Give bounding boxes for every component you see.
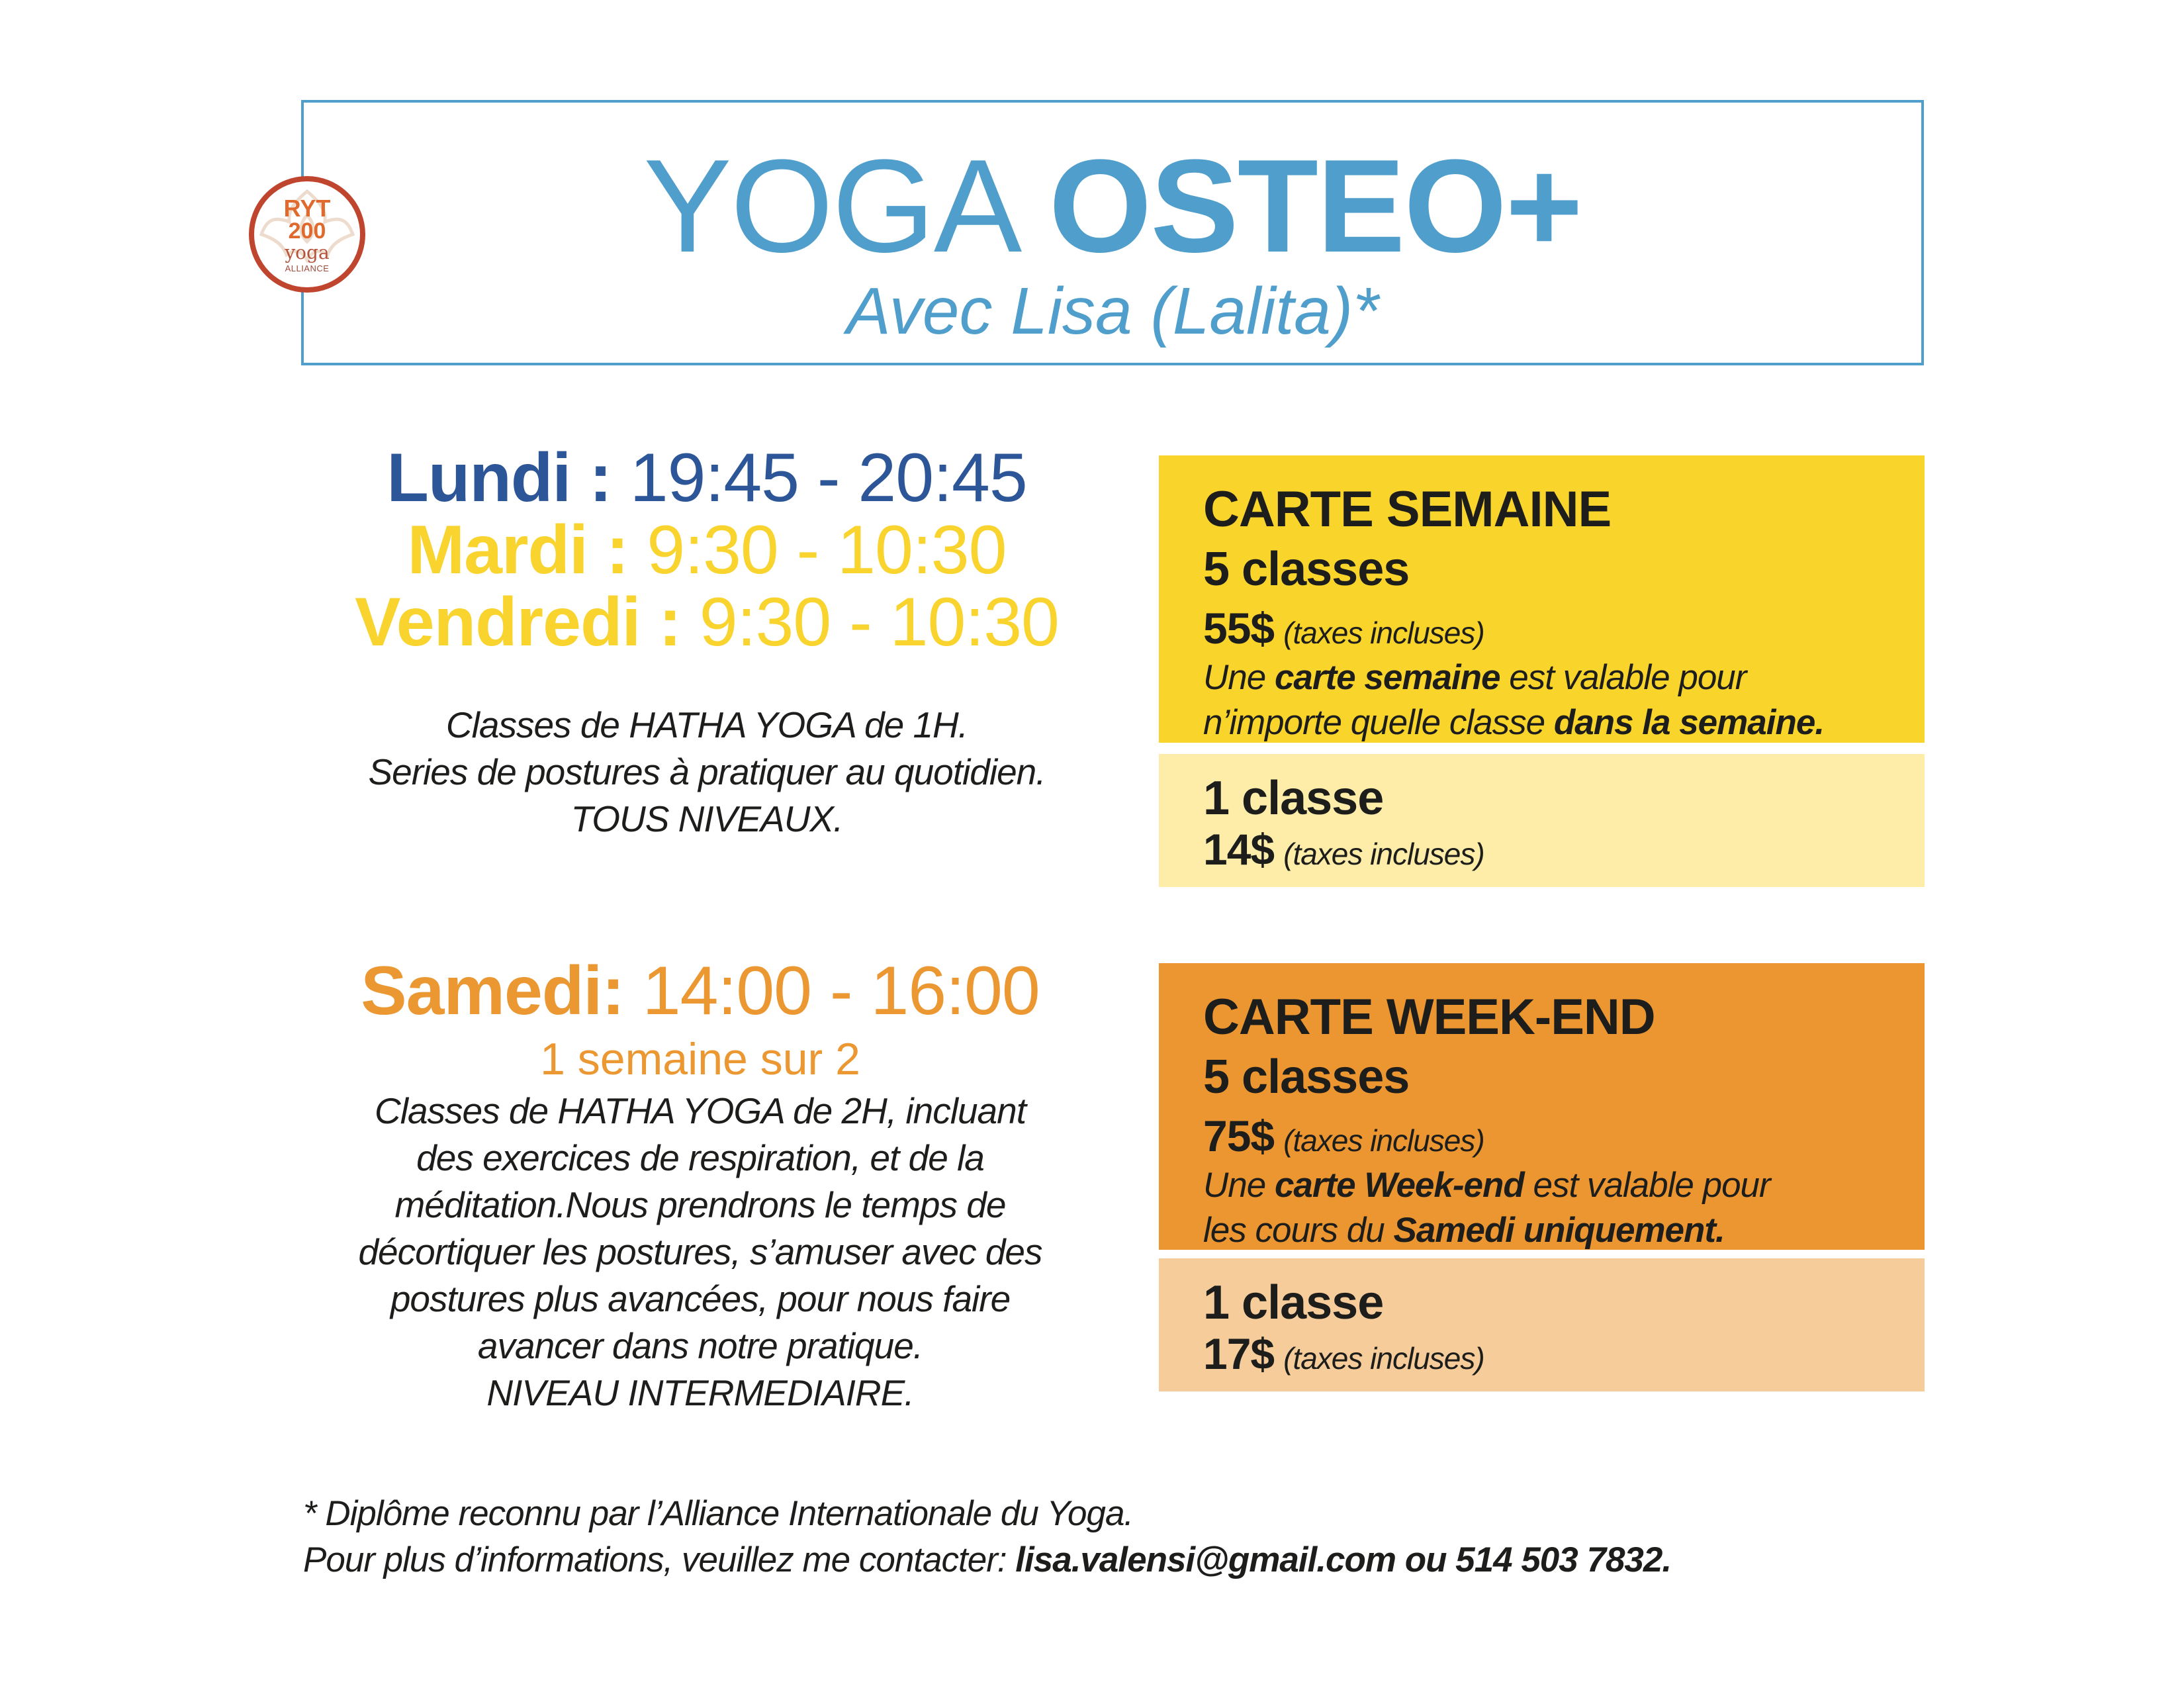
svg-text:ALLIANCE: ALLIANCE [285,263,330,273]
note-text: Une [1203,1166,1275,1205]
description-line: avancer dans notre pratique. [477,1325,923,1366]
card-semaine [1159,455,1925,743]
description-line: Series de postures à pratiquer au quotidien. [368,751,1046,792]
contact-prompt: Pour plus d’informations, veuillez me contacter: [303,1540,1016,1579]
description-line: décortiquer les postures, s’amuser avec des [358,1231,1042,1272]
note-emphasis: dans la semaine. [1553,703,1825,742]
card-tax-note: (taxes incluses) [1283,1341,1484,1376]
description-line: NIVEAU INTERMEDIAIRE. [486,1372,914,1413]
footer-contact-line [303,1537,1671,1583]
card-note-line [1203,1207,1725,1254]
note-emphasis: Samedi uniquement. [1393,1211,1725,1250]
weekend-frequency: 1 semaine sur 2 [540,1034,860,1084]
card-title: CARTE SEMAINE [1203,481,1612,538]
note-emphasis: carte Week-end [1274,1166,1524,1205]
card-count: 1 classe [1203,1276,1384,1329]
time-range: 19:45 - 20:45 [611,440,1027,516]
note-text: les cours du [1203,1211,1394,1250]
note-text: est valable pour [1500,658,1747,697]
note-emphasis: carte semaine [1274,658,1500,697]
card-count: 5 classes [1203,543,1410,596]
card-count: 5 classes [1203,1051,1410,1103]
time-range: 9:30 - 10:30 [680,584,1059,661]
description-line: Classes de HATHA YOGA de 1H. [445,704,968,745]
card-weekend [1159,963,1925,1250]
weekend-description [285,1088,1116,1417]
card-title: CARTE WEEK-END [1203,989,1655,1045]
description-line: des exercices de respiration, et de la [416,1137,984,1178]
svg-text:200: 200 [288,218,326,244]
card-semaine-single [1159,754,1925,887]
card-price-line [1203,1327,1484,1393]
card-note-line [1203,700,1824,746]
contact-email-link[interactable]: lisa.valensi@gmail.com [1015,1540,1396,1579]
card-price: 75$ [1203,1111,1275,1160]
description-line: TOUS NIVEAUX. [570,798,843,839]
card-price: 55$ [1203,604,1275,653]
contact-connector: ou [1395,1540,1456,1579]
footer-credential-note: * Diplôme reconnu par l’Alliance Internationale du Yoga. [303,1494,1134,1533]
weekday-schedule [291,442,1122,659]
day-label: Samedi: [361,953,624,1029]
card-tax-note: (taxes incluses) [1283,616,1484,650]
card-note-line [1203,1162,1770,1209]
schedule-row-mardi [291,514,1122,586]
note-text: est valable pour [1524,1166,1770,1205]
schedule-row-samedi [285,955,1116,1027]
time-range: 9:30 - 10:30 [628,512,1007,588]
description-line: méditation.Nous prendrons le temps de [394,1184,1006,1225]
schedule-row-lundi [291,442,1122,514]
weekend-schedule [285,955,1116,1027]
time-range: 14:00 - 16:00 [623,953,1040,1029]
card-count: 1 classe [1203,772,1384,825]
title-regular: YOGA [643,132,1049,280]
note-text: Une [1203,658,1275,697]
card-tax-note: (taxes incluses) [1283,837,1484,871]
page-subtitle: Avec Lisa (Lalita)* [846,274,1379,348]
svg-text:RYT: RYT [283,195,331,222]
day-label: Mardi : [407,512,629,588]
contact-phone-link[interactable]: 514 503 7832. [1455,1540,1672,1579]
page-title [301,132,1924,280]
card-note-line [1203,655,1746,701]
note-text: n’importe quelle classe [1203,703,1554,742]
description-line: Classes de HATHA YOGA de 2H, incluant [375,1090,1026,1131]
schedule-row-vendredi [291,586,1122,659]
card-price: 17$ [1203,1329,1275,1378]
title-bold: OSTEO+ [1048,132,1582,280]
card-tax-note: (taxes incluses) [1283,1123,1484,1158]
day-label: Vendredi : [355,584,681,661]
card-weekend-single [1159,1258,1925,1391]
weekday-description [291,702,1122,843]
footer [303,1491,1671,1583]
card-price: 14$ [1203,825,1275,874]
card-price-line [1203,823,1484,888]
svg-text:yoga: yoga [285,242,330,263]
description-line: postures plus avancées, pour nous faire [390,1278,1011,1319]
day-label: Lundi : [387,440,612,516]
